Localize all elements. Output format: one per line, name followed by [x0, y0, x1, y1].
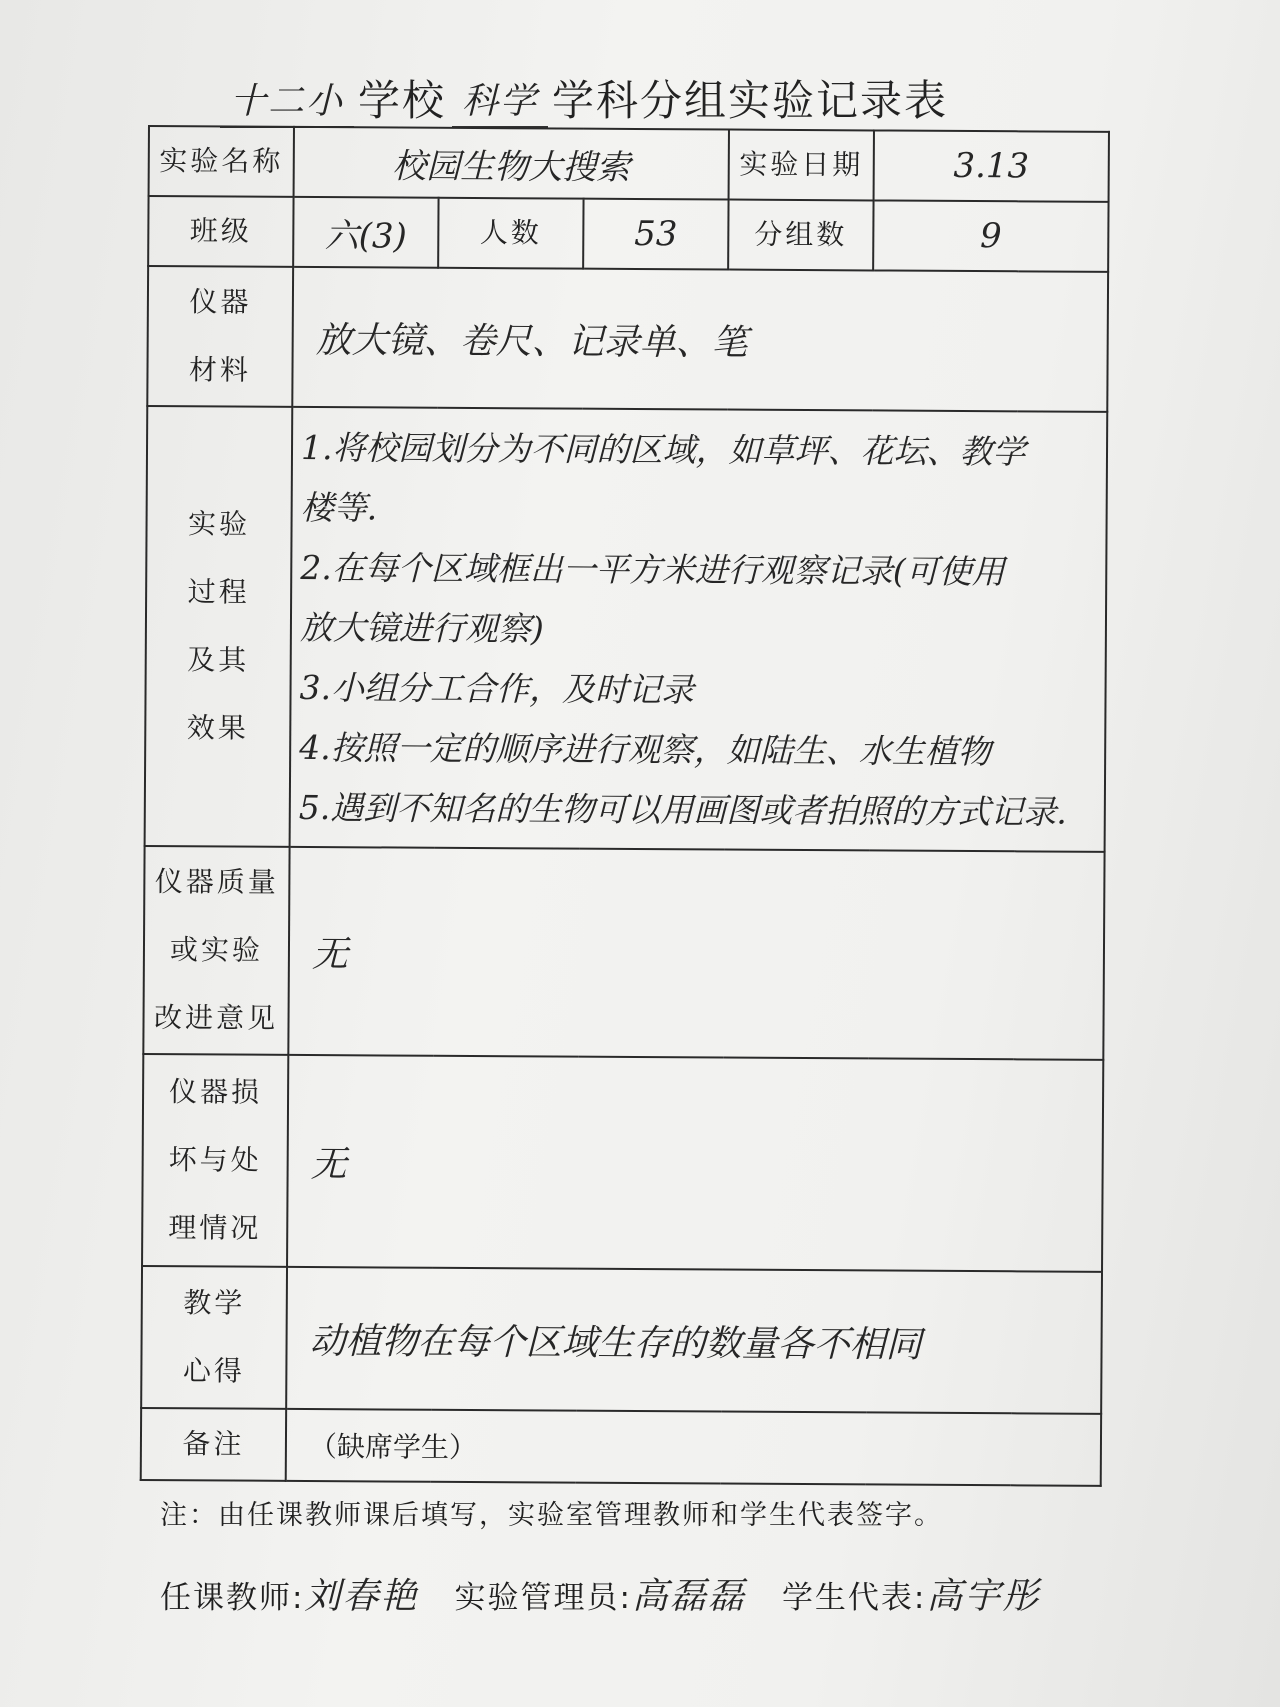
reflection-label-line: 心得: [182, 1354, 245, 1388]
teacher-label: 任课教师:: [160, 1580, 305, 1616]
group-count-label: 分组数: [728, 200, 873, 271]
title-suffix: 学科分组实验记录表: [552, 76, 949, 125]
process-line: 放大镜进行观察): [299, 607, 544, 649]
signature-row: [160, 1568, 1040, 1619]
school-name-handwritten: 十二小: [220, 73, 354, 128]
row-quality: [143, 846, 1104, 1060]
student-name-handwritten: 高宇彤: [926, 1576, 1041, 1617]
teacher-signature: [160, 1568, 418, 1619]
materials-label: [147, 266, 293, 407]
process-line: 楼等.: [300, 487, 378, 528]
experiment-date-value: 3.13: [874, 130, 1109, 201]
damage-label: [142, 1054, 288, 1267]
materials-value: 放大镜、卷尺、记录单、笔: [292, 267, 1108, 412]
process-label-line: 效果: [186, 711, 249, 745]
group-count-value: 9: [873, 200, 1108, 271]
damage-label-line: 理情况: [168, 1211, 262, 1245]
materials-label-line: 仪器: [189, 285, 252, 319]
admin-name-handwritten: 高磊磊: [631, 1576, 746, 1617]
row-damage: [142, 1054, 1103, 1272]
quality-label-line: 仪器质量: [154, 865, 279, 899]
quality-label-line: 或实验: [169, 933, 264, 967]
damage-value: 无: [287, 1055, 1103, 1272]
row-class-info: [148, 196, 1108, 272]
process-line: 2.在每个区域框出一平方米进行观察记录(可使用: [300, 547, 1005, 592]
reflection-value: 动植物在每个区域生存的数量各不相同: [286, 1267, 1102, 1414]
row-reflection: [141, 1266, 1102, 1414]
damage-label-line: 仪器损: [168, 1075, 263, 1109]
admin-signature: [454, 1568, 745, 1619]
form-title: [220, 68, 948, 128]
experiment-date-label: 实验日期: [729, 130, 874, 201]
admin-label: 实验管理员:: [454, 1580, 632, 1616]
class-label: 班级: [148, 196, 293, 267]
quality-value: 无: [288, 847, 1104, 1060]
row-materials: [147, 266, 1108, 412]
subject-handwritten: 科学: [452, 73, 548, 128]
remarks-label: 备注: [141, 1408, 286, 1481]
process-line: 3.小组分工合作，及时记录: [299, 667, 695, 710]
reflection-label: [141, 1266, 287, 1409]
school-label: 学校: [358, 76, 447, 125]
process-line: 5.遇到不知名的生物可以用画图或者拍照的方式记录.: [298, 787, 1067, 832]
process-label-line: 过程: [187, 575, 250, 609]
teacher-name-handwritten: 刘春艳: [304, 1576, 419, 1617]
student-count-label: 人数: [438, 198, 583, 269]
process-line: 1.将校园划分为不同的区域，如草坪、花坛、教学: [300, 427, 1026, 472]
process-label: [145, 406, 293, 847]
student-signature: [782, 1568, 1040, 1619]
student-count-value: 53: [583, 199, 728, 270]
row-remarks: [141, 1408, 1101, 1486]
quality-label-line: 改进意见: [153, 1001, 279, 1035]
row-process: [145, 406, 1108, 852]
form-note: 注：由任课教师课后填写，实验室管理教师和学生代表签字。: [160, 1500, 943, 1531]
experiment-record-table: [140, 125, 1110, 1487]
row-experiment-name: [149, 126, 1109, 202]
experiment-name-value: 校园生物大搜索: [294, 127, 729, 200]
materials-label-line: 材料: [188, 353, 252, 387]
remarks-value: （缺席学生）: [286, 1409, 1101, 1486]
reflection-label-line: 教学: [183, 1286, 246, 1320]
student-label: 学生代表:: [781, 1580, 927, 1616]
process-steps: [290, 407, 1108, 852]
quality-label: [143, 846, 289, 1055]
damage-label-line: 坏与处: [168, 1143, 262, 1177]
class-value: 六(3): [293, 197, 438, 268]
process-label-line: 实验: [187, 507, 251, 541]
experiment-name-label: 实验名称: [149, 126, 294, 197]
process-line: 4.按照一定的顺序进行观察，如陆生、水生植物: [299, 727, 991, 772]
process-label-line: 及其: [187, 643, 250, 677]
